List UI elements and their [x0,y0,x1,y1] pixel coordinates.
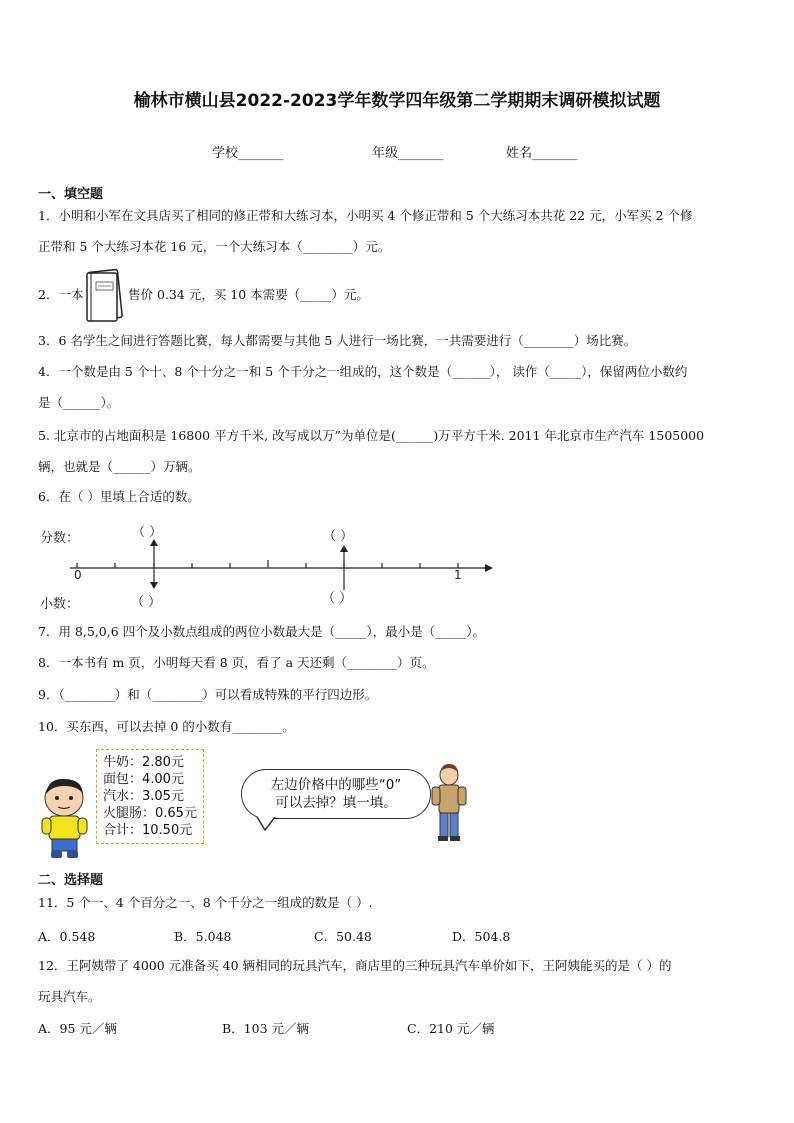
price-item-milk: 牛奶：2.80元 [103,755,184,770]
notebook-image [84,268,124,328]
q1-line1: 1．小明和小军在文具店买了相同的修正带和大练习本，小明买 4 个修正带和 5 个大练习本共花 22 元，小军买 2 个修 [38,208,693,223]
q5-line2: 辆，也就是（______）万辆。 [38,459,201,474]
section-multiple-choice: 二、选择题 [38,873,104,888]
q4-line2: 是（______）。 [38,395,120,410]
decimal-label: 小数： [40,597,80,612]
fraction-blank-2: （ ） [323,529,354,544]
tick-label-1: 1 [454,568,462,582]
boy-illustration [38,776,93,865]
tick-label-0: 0 [74,568,82,582]
speech-bubble [241,769,431,819]
q12-option-c: C．210 元／辆 [407,1021,495,1036]
q10: 10．买东西，可以去掉 0 的小数有________。 [38,719,295,734]
price-item-sausage: 火腿肠：0.65元 [103,806,197,821]
name-field: 姓名_______ [506,146,578,161]
q12-line1: 12．王阿姨带了 4000 元准备买 40 辆相同的玩具汽车，商店里的三种玩具汽车单价如下，王阿姨能买的是（ ）的 [38,958,672,973]
q11-option-a: A．0.548 [38,929,96,944]
q4-line1: 4．一个数是由 5 个十、8 个十分之一和 5 个千分之一组成的，这个数是（______）， 读作（_____），保留两位小数约 [38,364,688,379]
section-fill-blank: 一、填空题 [38,187,104,202]
price-item-bread: 面包：4.00元 [103,772,184,787]
q12-line2: 玩具汽车。 [38,989,101,1004]
q11-option-d: D．504.8 [452,929,511,944]
q11-option-b: B．5.048 [174,929,232,944]
q9: 9．（________）和（________）可以看成特殊的平行四边形。 [38,687,378,702]
bubble-line1: 左边价格中的哪些“0” [270,777,402,793]
q11-option-c: C．50.48 [314,929,372,944]
fraction-label: 分数： [40,531,80,546]
school-field: 学校_______ [212,146,284,161]
man-illustration [428,763,470,847]
price-total: 合计：10.50元 [103,823,193,838]
bubble-tail [255,816,285,835]
decimal-blank-2: （ ） [322,591,353,606]
q6: 6．在（ ）里填上合适的数。 [38,489,200,504]
q5-line1: 5. 北京市的占地面积是 16800 平方千米, 改写成以万”为单位是(______)万平方千米. 2011 年北京市生产汽车 1505000 [38,428,705,443]
decimal-blank-1: （ ） [131,595,162,610]
q2-part1: 2．一本 [38,287,84,302]
q8: 8．一本书有 m 页，小明每天看 8 页，看了 a 天还剩（________）页。 [38,655,435,670]
page-title: 榆林市横山县2022-2023学年数学四年级第二学期期末调研模拟试题 [133,91,661,111]
q3: 3．6 名学生之间进行答题比赛，每人都需要与其他 5 人进行一场比赛，一共需要进行（________）场比赛。 [38,333,637,348]
number-line [60,520,500,594]
q12-option-b: B．103 元／辆 [222,1021,310,1036]
fraction-blank-1: （ ） [132,525,163,540]
grade-field: 年级_______ [372,146,444,161]
q11-stem: 11．5 个一、4 个百分之一、8 个千分之一组成的数是（ ）. [38,895,373,910]
bubble-line2: 可以去掉？填一填。 [275,795,397,811]
q1-line2: 正带和 5 个大练习本花 16 元，一个大练习本（________）元。 [38,239,391,254]
q2-part2: 售价 0.34 元，买 10 本需要（_____）元。 [128,287,369,302]
price-item-soda: 汽水：3.05元 [103,789,184,804]
price-list [96,749,204,844]
q12-option-a: A．95 元／辆 [38,1021,117,1036]
q7: 7．用 8,5,0,6 四个及小数点组成的两位小数最大是（_____），最小是（_____）。 [38,624,486,639]
